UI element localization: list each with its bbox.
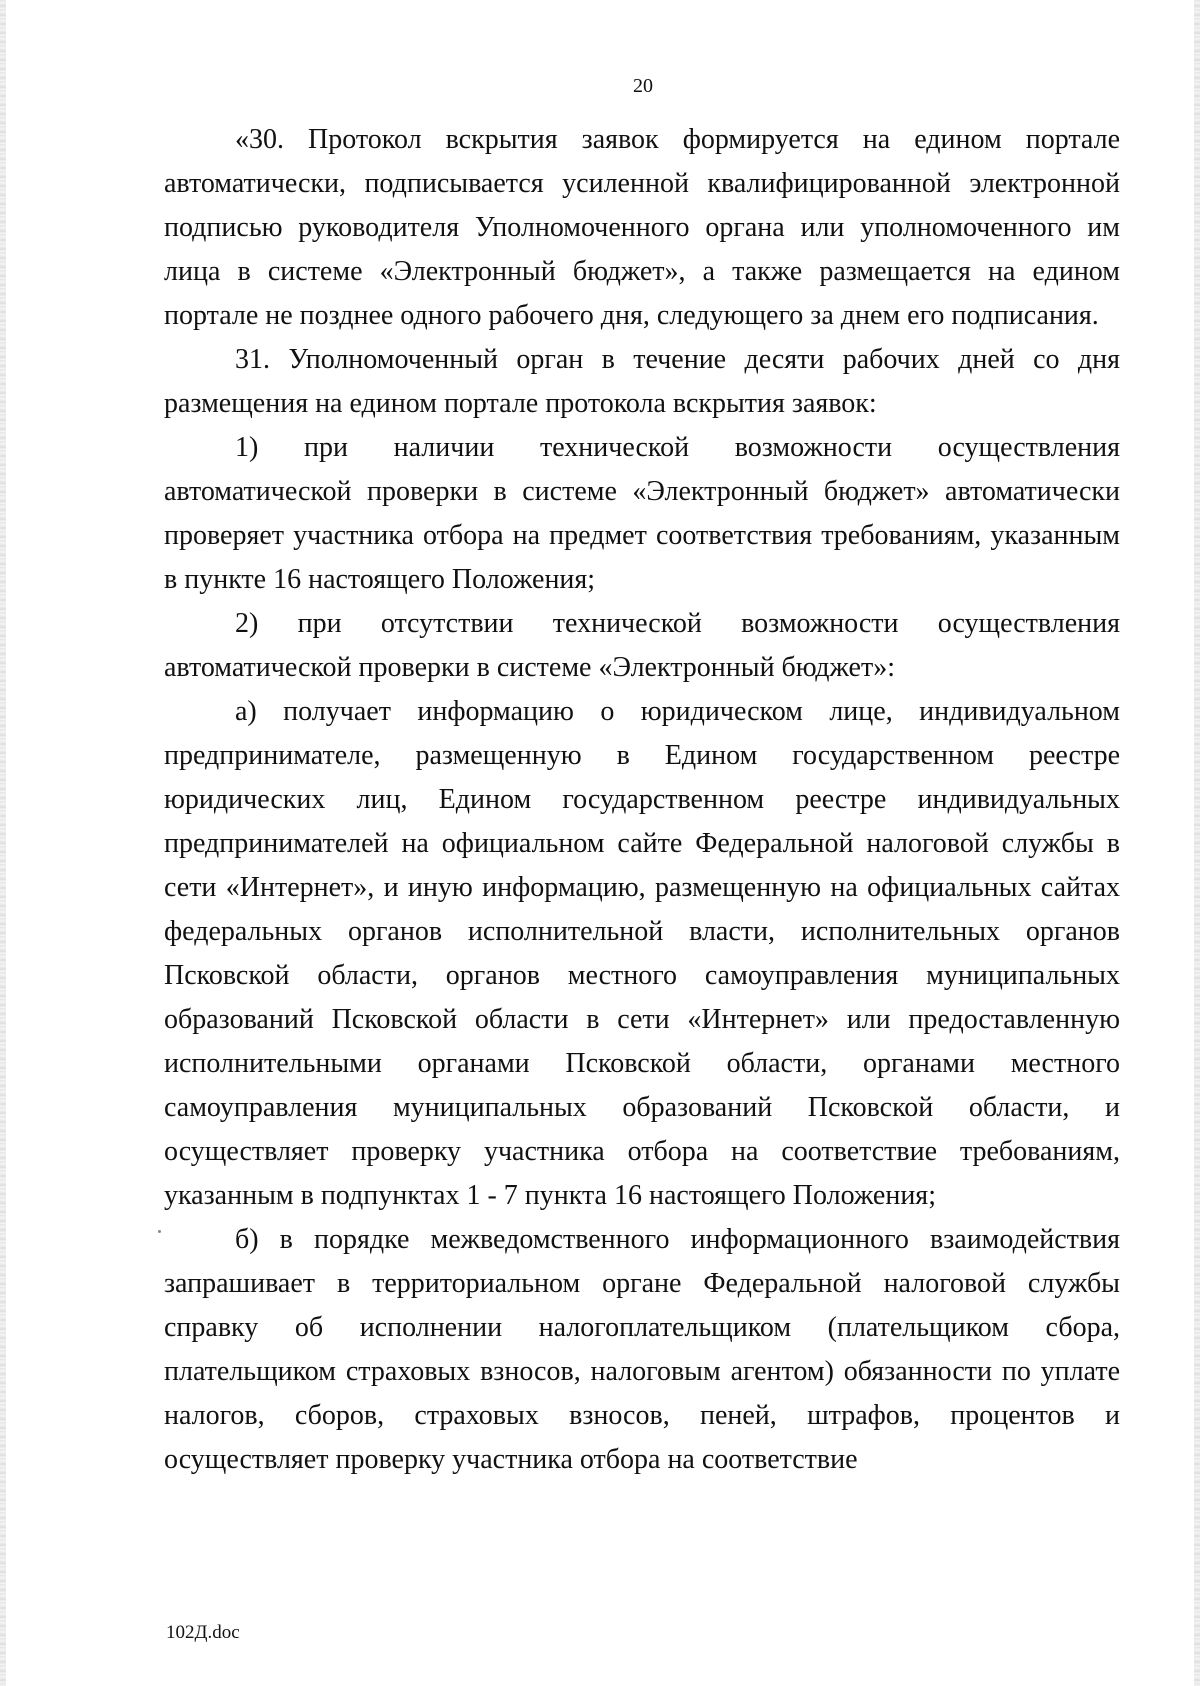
paragraph-31-subitem-b: б) в порядке межведомственного информационного взаимодействия запрашивает в территориальном органе Федеральной налоговой службы справку об исполнении налогоплательщиком (плательщиком сбора, плательщиком страховых взносов, налоговым агентом) обязанности по уплате налогов, сборов, страховых взносов, пеней, штрафов, процентов и осуществляет проверку участника отбора на соответствие (164, 1224, 1120, 1475)
paragraph-31-item-1: 1) при наличии технической возможности осуществления автоматической проверки в системе «Электронный бюджет» автоматически проверяет участника отбора на предмет соответствия требованиям, указанным в пункте 16 настоящего Положения; (164, 432, 1120, 595)
document-body (164, 118, 1120, 1482)
scan-artifact-dot (158, 1230, 161, 1233)
paragraph-31: 31. Уполномоченный орган в течение десяти рабочих дней со дня размещения на едином портале протокола вскрытия заявок: (164, 344, 1120, 419)
scan-edge-right (1194, 0, 1200, 1686)
scan-edge-left (0, 0, 6, 1686)
page-number: 20 (633, 75, 653, 97)
paragraph-31-item-2: 2) при отсутствии технической возможности осуществления автоматической проверки в системе «Электронный бюджет»: (164, 608, 1120, 683)
paragraph-30: «30. Протокол вскрытия заявок формируется на едином портале автоматически, подписывается усиленной квалифицированной электронной подписью руководителя Уполномоченного органа или уполномоченного им лица в системе «Электронный бюджет», а также размещается на едином портале не позднее одного рабочего дня, следующего за днем его подписания. (164, 124, 1120, 331)
paragraph-31-subitem-a: а) получает информацию о юридическом лице, индивидуальном предпринимателе, размещенную в Едином государственном реестре юридических лиц, Едином государственном реестре индивидуальных предпринимателей на официальном сайте Федеральной налоговой службы в сети «Интернет», и иную информацию, размещенную на официальных сайтах федеральных органов исполнительной власти, исполнительных органов Псковской области, органов местного самоуправления муниципальных образований Псковской области в сети «Интернет» или предоставленную исполнительными органами Псковской области, органами местного самоуправления муниципальных образований Псковской области, и осуществляет проверку участника отбора на соответствие требованиям, указанным в подпунктах 1 - 7 пункта 16 настоящего Положения; (164, 696, 1120, 1211)
footer-filename: 102Д.doc (166, 1622, 240, 1643)
